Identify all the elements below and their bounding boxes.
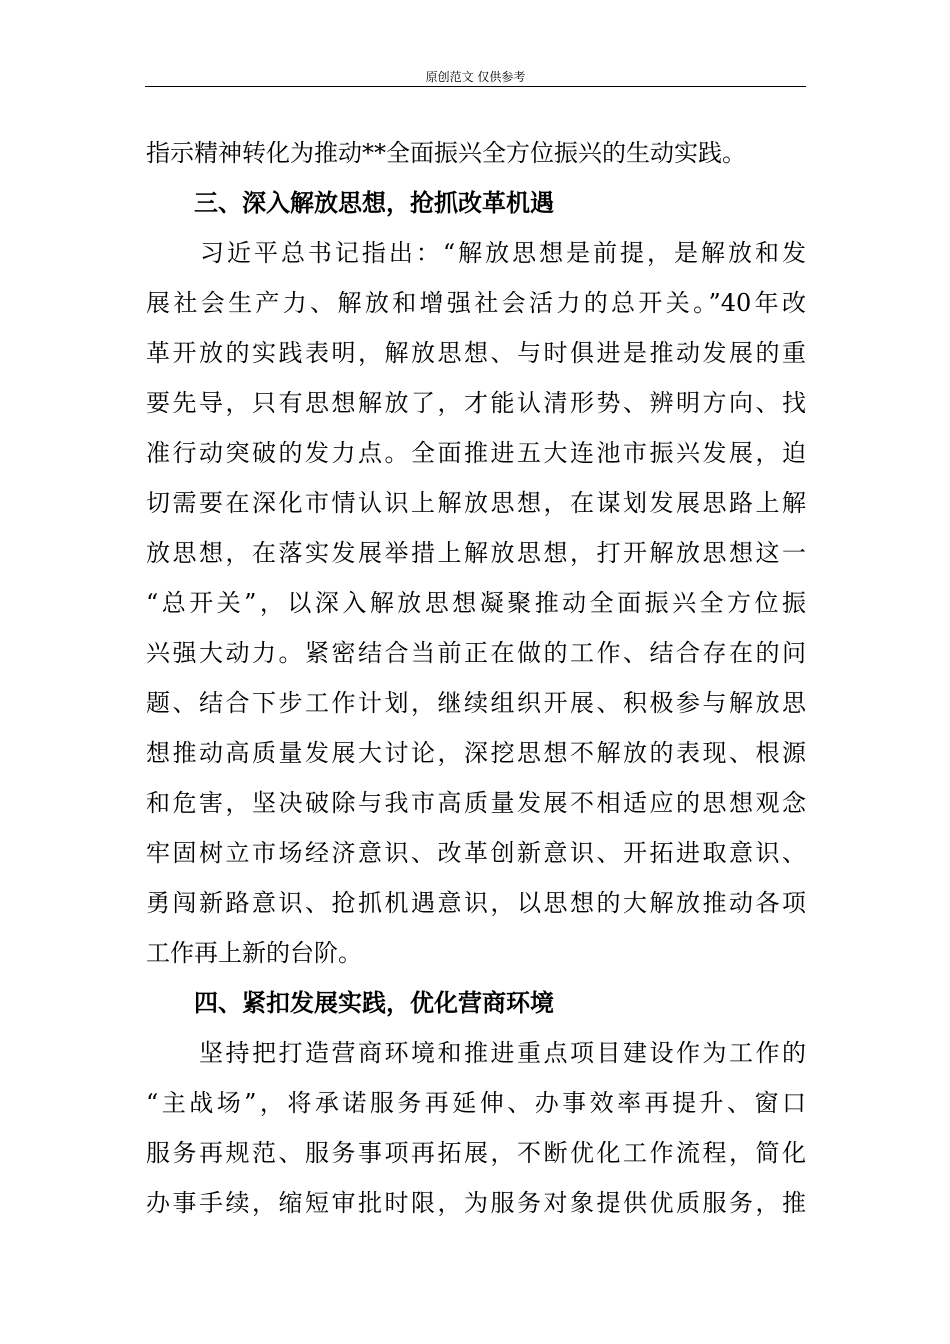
text-line: 坚持把打造营商环境和推进重点项目建设作为工作的 [146, 1039, 806, 1067]
text-line: 和危害，坚决破除与我市高质量发展不相适应的思想观念 [146, 789, 806, 817]
header-divider [145, 86, 806, 87]
text-line: 切需要在深化市情认识上解放思想，在谋划发展思路上解 [146, 489, 806, 517]
text-line: 放思想，在落实发展举措上解放思想，打开解放思想这一 [146, 539, 806, 567]
text-line: “主战场”，将承诺服务再延伸、办事效率再提升、窗口 [146, 1089, 806, 1117]
text-line: 指示精神转化为推动**全面振兴全方位振兴的生动实践。 [146, 139, 746, 167]
text-line: 勇闯新路意识、抢抓机遇意识，以思想的大解放推动各项 [146, 889, 806, 917]
text-line: 习近平总书记指出：“解放思想是前提，是解放和发 [146, 239, 806, 267]
section-heading: 四、紧扣发展实践，优化营商环境 [194, 988, 554, 1017]
text-line: 展社会生产力、解放和增强社会活力的总开关。”40年改 [146, 289, 806, 317]
text-line: 革开放的实践表明，解放思想、与时俱进是推动发展的重 [146, 339, 806, 367]
document-body [146, 128, 806, 1228]
text-line: 要先导，只有思想解放了，才能认清形势、辨明方向、找 [146, 389, 806, 417]
page-header: 原创范文 仅供参考 [425, 70, 526, 84]
text-line: 办事手续，缩短审批时限，为服务对象提供优质服务，推 [146, 1189, 806, 1217]
text-line: 想推动高质量发展大讨论，深挖思想不解放的表现、根源 [146, 739, 806, 767]
section-heading: 三、深入解放思想，抢抓改革机遇 [194, 188, 554, 217]
text-line: 题、结合下步工作计划，继续组织开展、积极参与解放思 [146, 689, 806, 717]
text-line: 准行动突破的发力点。全面推进五大连池市振兴发展，迫 [146, 439, 806, 467]
text-line: 牢固树立市场经济意识、改革创新意识、开拓进取意识、 [146, 839, 806, 867]
text-line: 工作再上新的台阶。 [146, 939, 362, 967]
text-line: 服务再规范、服务事项再拓展，不断优化工作流程，简化 [146, 1139, 806, 1167]
text-line: “总开关”，以深入解放思想凝聚推动全面振兴全方位振 [146, 589, 806, 617]
text-line: 兴强大动力。紧密结合当前正在做的工作、结合存在的问 [146, 639, 806, 667]
